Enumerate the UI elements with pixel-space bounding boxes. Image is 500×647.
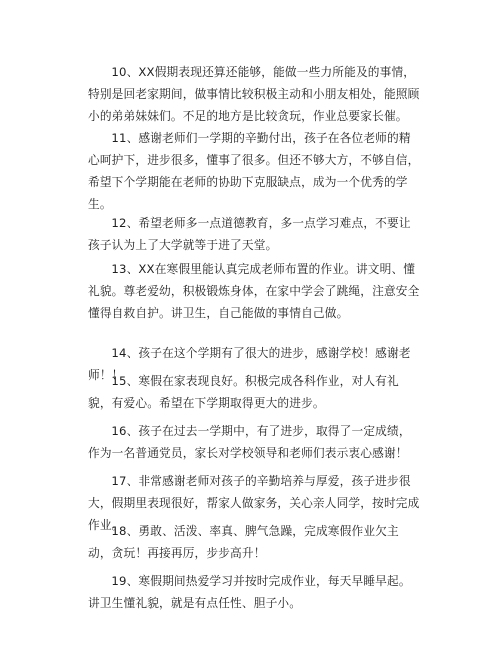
paragraph-17: 17、非常感谢老师对孩子的辛勤培养与厚爱，孩子进步很大，假期里表现很好，帮家人做家务，关心亲人同学，按时完成作业。 (88, 474, 420, 532)
paragraph-13: 13、XX在寒假里能认真完成老师布置的作业。讲文明、懂礼貌。尊老爱幼，积极锻炼身体，在家中学会了跳绳，注意安全懂得自救自护。讲卫生，自己能做的事情自己做。 (88, 262, 420, 320)
paragraph-16: 16、孩子在过去一学期中，有了进步，取得了一定成绩，作为一名普通党员，家长对学校领导和老师们表示衷心感谢！ (88, 424, 411, 460)
paragraph-15: 15、寒假在家表现良好。积极完成各科作业，对人有礼貌，有爱心。希望在下学期取得更大的进步。 (88, 374, 399, 410)
paragraph-10: 10、XX假期表现还算还能够，能做一些力所能及的事情，特别是回老家期间，做事情比较积极主动和小朋友相处，能照顾小的弟弟妹妹们。不足的地方是比较贪玩，作业总要家长催。 (88, 65, 420, 123)
paragraph-18: 18、勇敢、活泼、率真、脾气急躁，完成寒假作业欠主动，贪玩！再接再厉，步步高升！ (88, 524, 399, 560)
paragraph-19: 19、寒假期间热爱学习并按时完成作业，每天早睡早起。讲卫生懂礼貌，就是有点任性、胆子小。 (88, 574, 411, 610)
paragraph-14: 14、孩子在这个学期有了很大的进步，感谢学校！感谢老师！！ (88, 346, 411, 382)
paragraph-12: 12、希望老师多一点道德教育，多一点学习难点，不要让孩子认为上了大学就等于进了天堂。 (88, 216, 411, 252)
paragraph-11: 11、感谢老师们一学期的辛勤付出，孩子在各位老师的精心呵护下，进步很多，懂事了很多。但还不够大方，不够自信，希望下个学期能在老师的协助下克服缺点，成为一个优秀的学生。 (88, 131, 420, 211)
